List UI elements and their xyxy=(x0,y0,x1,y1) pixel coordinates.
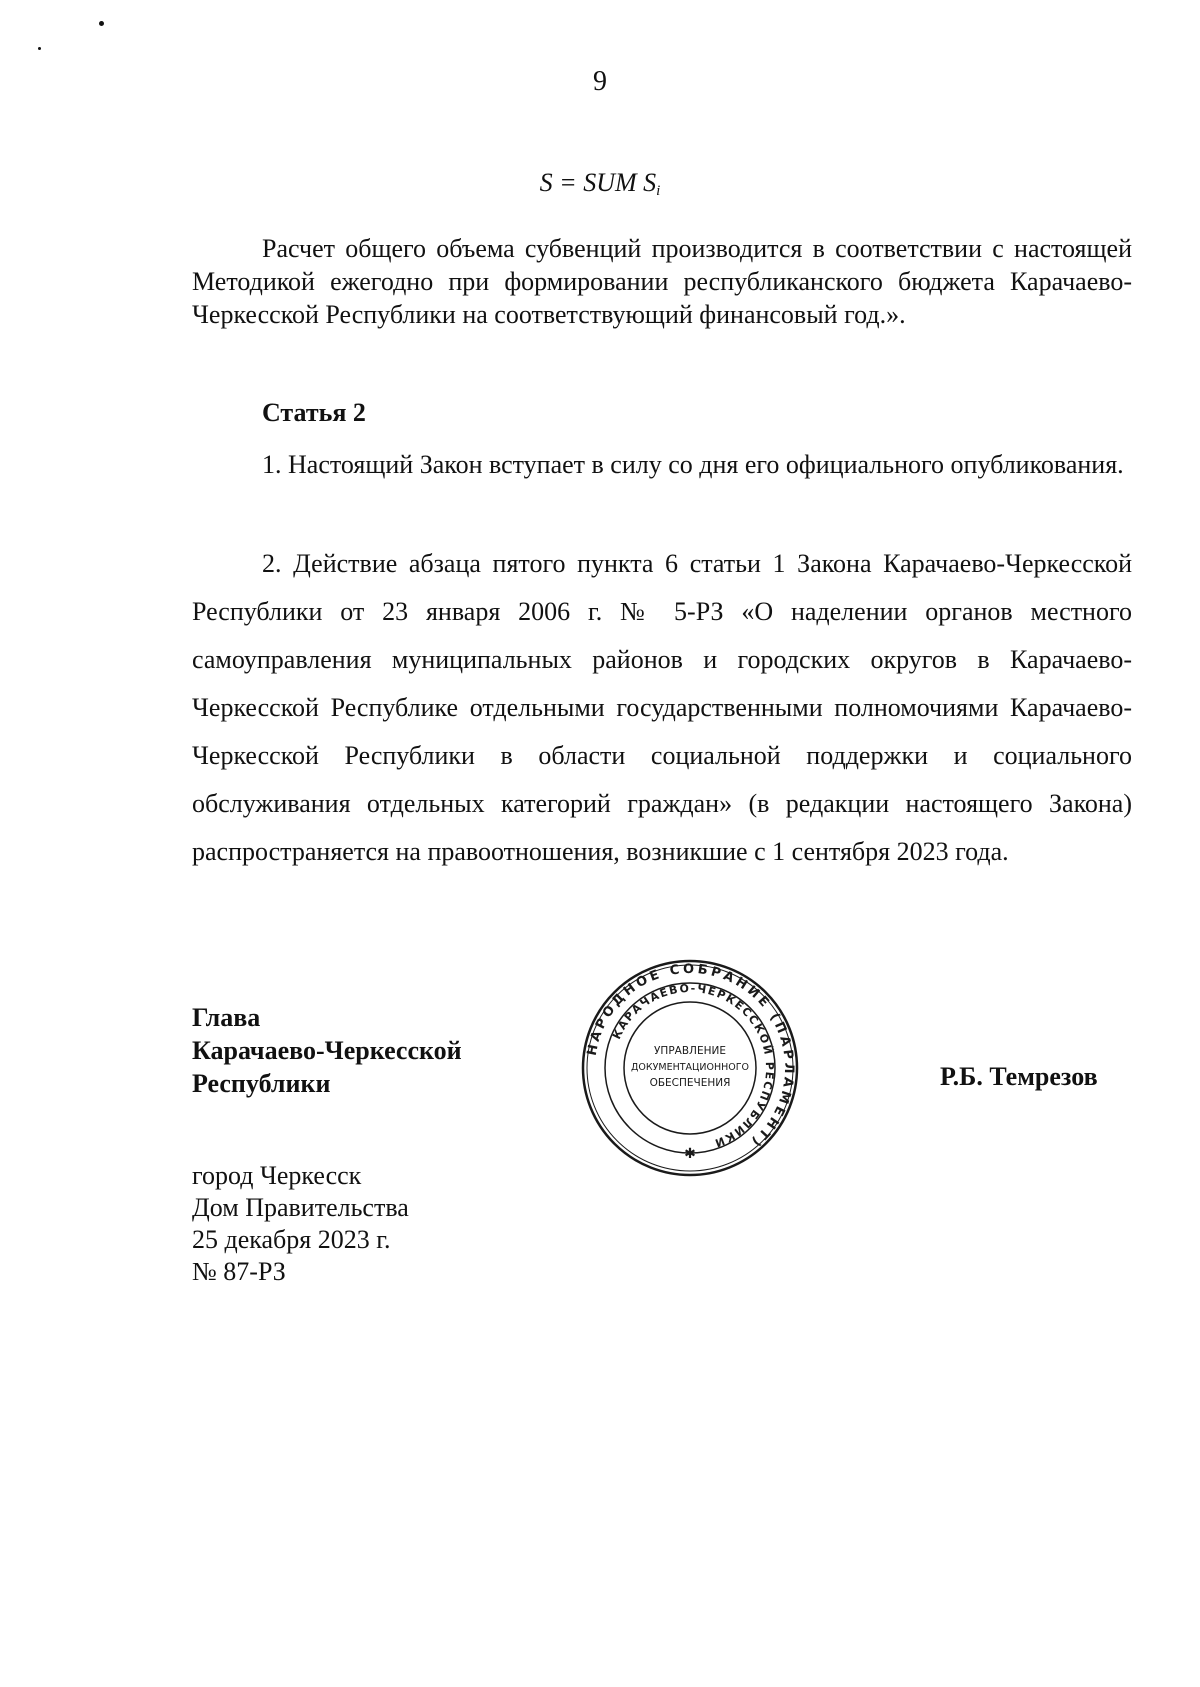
formula xyxy=(0,168,1200,200)
seal-inner-ring-text: КАРАЧАЕВО-ЧЕРКЕССКОЙ РЕСПУБЛИКИ xyxy=(610,981,777,1151)
seal-center-line: УПРАВЛЕНИЕ xyxy=(654,1045,726,1057)
signatory-title-line: Республики xyxy=(192,1069,331,1098)
formula-main: S = SUM S xyxy=(539,168,657,197)
article-item-1-text: 1. Настоящий Закон вступает в силу со дня его официального опубликования. xyxy=(262,450,1124,479)
scan-speck xyxy=(99,21,104,26)
paragraph1-text: Расчет общего объема субвенций производится в соответствии с настоящей Методикой ежегодно при формировании республиканского бюджета Карачаево-Черкесской Республики на соответствующий финансовый год.». xyxy=(192,234,1132,329)
place-city: город Черкесск xyxy=(192,1161,362,1190)
signatory-name: Р.Б. Темрезов xyxy=(940,1062,1098,1091)
signatory-title xyxy=(192,1001,462,1100)
article-item-2 xyxy=(192,540,1132,876)
article-item-1 xyxy=(192,441,1132,489)
seal-center-line: ОБЕСПЕЧЕНИЯ xyxy=(649,1077,731,1089)
place-and-date xyxy=(192,1160,409,1288)
seal-star-icon: ✱ xyxy=(684,1146,696,1162)
article-item-2-text: 2. Действие абзаца пятого пункта 6 статьи 1 Закона Карачаево-Черкесской Республики от 23 января 2006 г. № 5-РЗ «О наделении органов местного самоуправления муниципальных районов и городских округов в Карачаево-Черкесской Республике отдельными государственными полномочиями Карачаево-Черкесской Республики в области социальной поддержки и социального обслуживания отдельных категорий граждан» (в редакции настоящего Закона) распространяется на правоотношения, возникшие с 1 сентября 2023 года. xyxy=(192,549,1132,866)
document-number: № 87-РЗ xyxy=(192,1257,286,1286)
signatory-title-line: Глава xyxy=(192,1003,261,1032)
document-date: 25 декабря 2023 г. xyxy=(192,1225,391,1254)
signatory-title-line: Карачаево-Черкесской xyxy=(192,1036,462,1065)
place-building: Дом Правительства xyxy=(192,1193,409,1222)
page-number: 9 xyxy=(593,66,607,97)
paragraph-subvention-calculation xyxy=(192,232,1132,331)
scan-speck xyxy=(38,47,41,50)
official-seal-stamp xyxy=(580,958,800,1178)
seal-outer-ring-text: НАРОДНОЕ СОБРАНИЕ (ПАРЛАМЕНТ) xyxy=(584,961,797,1151)
formula-subscript: i xyxy=(656,183,661,199)
article-heading: Статья 2 xyxy=(262,398,366,427)
seal-center-line: ДОКУМЕНТАЦИОННОГО xyxy=(630,1062,750,1073)
